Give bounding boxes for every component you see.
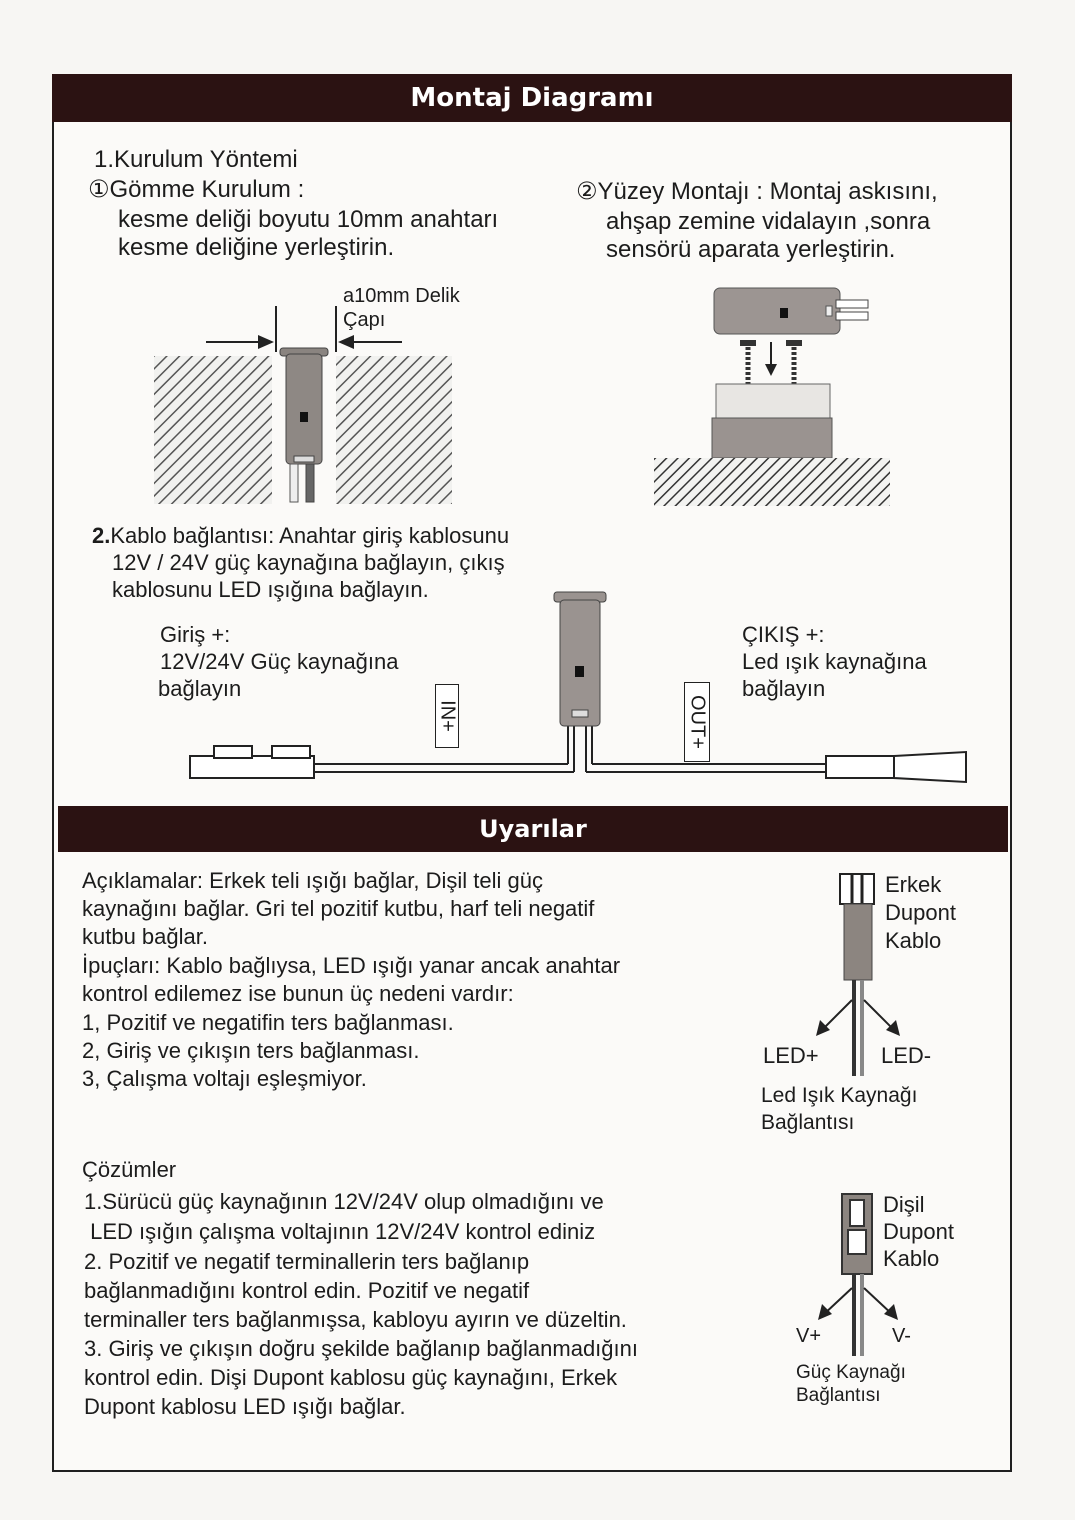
note-line: kontrol edilemez ise bunun üç nedeni vardır: — [82, 981, 514, 1006]
solution-line: bağlanmadığını kontrol edin. Pozitif ve negatif — [84, 1278, 530, 1303]
input-label-3: bağlayın — [158, 676, 242, 701]
note-line: İpuçları: Kablo bağlıysa, LED ışığı yanar ancak anahtar — [82, 953, 621, 978]
v-minus-label: V- — [892, 1325, 911, 1347]
solution-line: terminaller ters bağlanmışsa, kabloyu ayırın ve düzeltin. — [84, 1307, 627, 1332]
note-line: kaynağını bağlar. Gri tel pozitif kutbu, harf teli negatif — [82, 896, 595, 921]
v-plus-label: V+ — [796, 1325, 822, 1347]
solution-line: 1.Sürücü güç kaynağının 12V/24V olup olmadığını ve — [84, 1189, 604, 1214]
warnings-band — [58, 806, 1008, 852]
solution-line: 3. Giriş ve çıkışın doğru şekilde bağlanıp bağlanmadığını — [84, 1336, 638, 1361]
wiring-diagram — [180, 586, 980, 796]
solution-line: LED ışığın çalışma voltajının 12V/24V kontrol ediniz — [84, 1219, 596, 1244]
led-source-caption-2: Bağlantısı — [761, 1111, 855, 1134]
hole-diameter-label-2: Çapı — [343, 309, 386, 331]
led-source-caption-1: Led Işık Kaynağı — [761, 1084, 918, 1107]
surface-line-1: ②Yüzey Montajı : Montaj askısını, — [576, 178, 938, 205]
female-cable-label-2: Dupont — [883, 1219, 954, 1244]
note-line: kutbu bağlar. — [82, 924, 208, 949]
note-line: Açıklamalar: Erkek teli ışığı bağlar, Dişil teli güç — [82, 868, 543, 893]
flush-line-1: kesme deliği boyutu 10mm anahtarı — [118, 206, 499, 233]
hole-diameter-label-1: a10mm Delik — [343, 285, 460, 307]
solution-line: 2. Pozitif ve negatif terminallerin ters bağlanıp — [84, 1249, 530, 1274]
warnings-title: Uyarılar — [479, 815, 587, 843]
out-plus-tag-text: OUT+ — [686, 695, 709, 749]
cable-heading-line-3: kablosunu LED ışığına bağlayın. — [112, 577, 429, 602]
female-cable-label-1: Dişil — [883, 1192, 925, 1217]
header-band — [52, 74, 1012, 122]
cable-heading-text: Kablo bağlantısı: Anahtar giriş kablosunu — [110, 523, 510, 548]
flush-mount-illustration — [140, 280, 470, 510]
surface-line-3: sensörü aparata yerleştirin. — [606, 236, 896, 263]
male-cable-label-3: Kablo — [885, 928, 942, 953]
flush-title: ①Gömme Kurulum : — [88, 176, 305, 203]
solution-line: Dupont kablosu LED ışığı bağlar. — [84, 1394, 406, 1419]
cable-heading-line-1 — [92, 523, 509, 548]
male-cable-label-1: Erkek — [885, 872, 942, 897]
note-line: 1, Pozitif ve negatifin ters bağlanması. — [82, 1010, 454, 1035]
solutions-title: Çözümler — [82, 1157, 177, 1182]
male-cable-label-2: Dupont — [885, 900, 956, 925]
surface-line-2: ahşap zemine vidalayın ,sonra — [606, 208, 931, 235]
solution-line: kontrol edin. Dişi Dupont kablosu güç kaynağını, Erkek — [84, 1365, 618, 1390]
power-source-caption-2: Bağlantısı — [796, 1385, 881, 1406]
power-source-caption-1: Güç Kaynağı — [796, 1362, 906, 1383]
led-minus-label: LED- — [881, 1043, 932, 1068]
cable-heading-number: 2. — [92, 523, 111, 548]
input-label-1: Giriş +: — [160, 622, 231, 647]
in-plus-tag-text: IN+ — [436, 700, 459, 732]
flush-line-2: kesme deliğine yerleştirin. — [118, 234, 395, 261]
note-line: 3, Çalışma voltajı eşleşmiyor. — [82, 1066, 367, 1091]
output-label-3: bağlayın — [742, 676, 826, 701]
note-line: 2, Giriş ve çıkışın ters bağlanması. — [82, 1038, 420, 1063]
out-plus-tag — [684, 682, 710, 762]
output-label-2: Led ışık kaynağına — [742, 649, 927, 674]
in-plus-tag — [435, 684, 459, 748]
female-cable-label-3: Kablo — [883, 1246, 940, 1271]
surface-mount-illustration — [640, 280, 900, 510]
output-label-1: ÇIKIŞ +: — [742, 622, 825, 647]
page-title: Montaj Diagramı — [410, 83, 654, 113]
led-plus-label: LED+ — [763, 1043, 819, 1068]
input-label-2: 12V/24V Güç kaynağına — [160, 649, 399, 674]
install-heading: 1.Kurulum Yöntemi — [94, 146, 298, 173]
cable-heading-line-2: 12V / 24V güç kaynağına bağlayın, çıkış — [112, 550, 505, 575]
